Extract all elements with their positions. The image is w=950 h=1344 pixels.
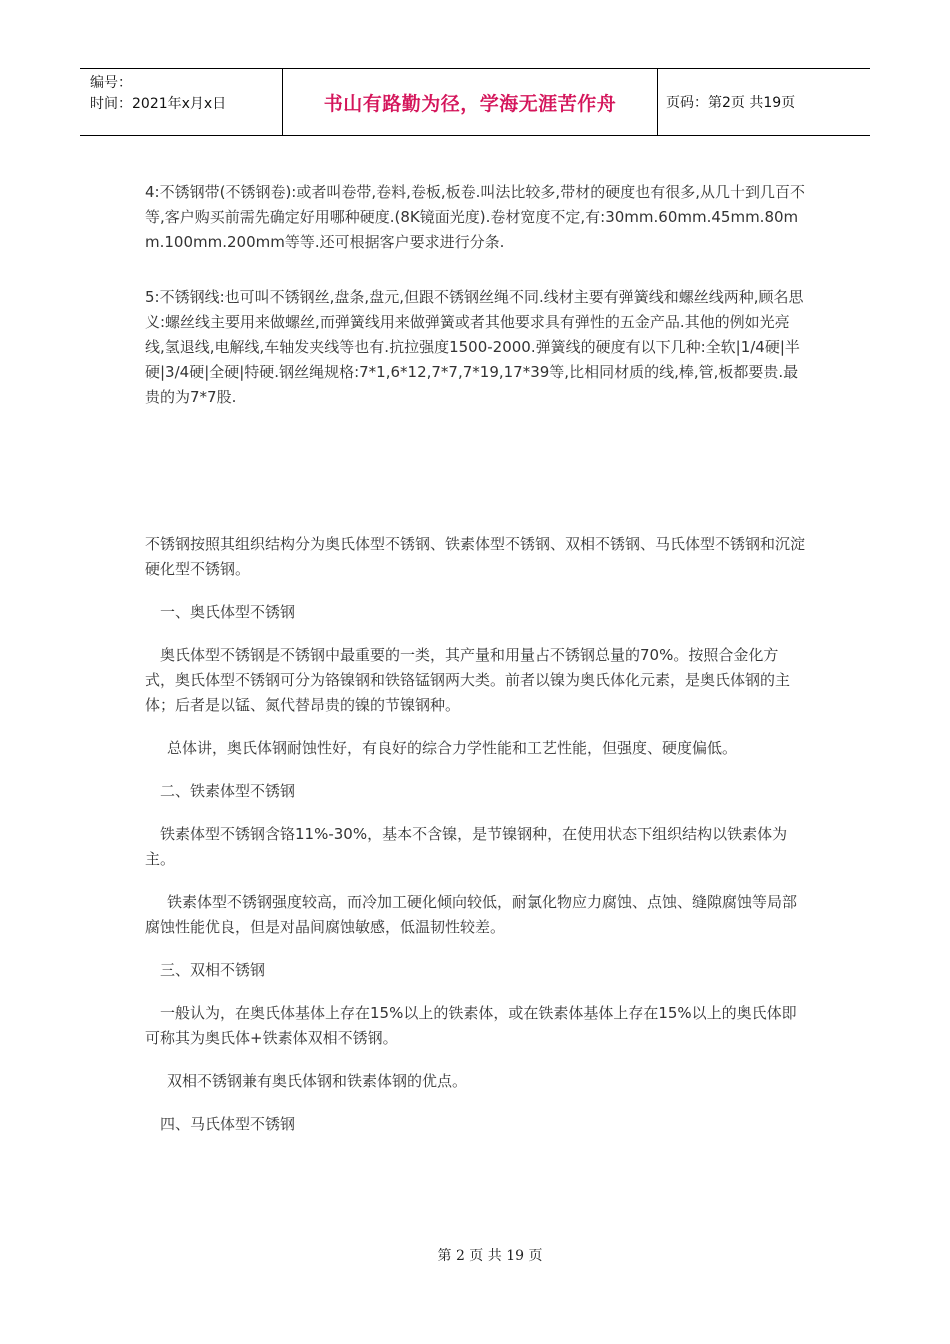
document-body <box>145 180 807 1137</box>
paragraph-ferritic-1: 铁素体型不锈钢含铬11%-30%，基本不含镍，是节镍钢种，在使用状态下组织结构以铁素体为主。 <box>145 825 788 868</box>
page-footer: 第 2 页 共 19 页 <box>437 1248 543 1264</box>
time-label: 时间：2021年x月x日 <box>90 96 227 112</box>
paragraph-austenitic-1: 奥氏体型不锈钢是不锈钢中最重要的一类，其产量和用量占不锈钢总量的70%。按照合金化方式，奥氏体型不锈钢可分为铬镍钢和铁铬锰钢两大类。前者以镍为奥氏体化元素，是奥氏体钢的主体；后者是以锰、氮代替昂贵的镍的节镍钢种。 <box>145 646 791 714</box>
section-heading-austenitic: 一、奥氏体型不锈钢 <box>160 603 296 621</box>
paragraph-ferritic-2: 铁素体型不锈钢强度较高，而冷加工硬化倾向较低，耐氯化物应力腐蚀、点蚀、缝隙腐蚀等局部腐蚀性能优良，但是对晶间腐蚀敏感，低温韧性较差。 <box>145 893 798 936</box>
header-meta <box>80 69 282 135</box>
paragraph-austenitic-2: 总体讲，奥氏体钢耐蚀性好，有良好的综合力学性能和工艺性能，但强度、硬度偏低。 <box>167 739 738 757</box>
paragraph-steel-strip: 4:不锈钢带(不锈钢卷):或者叫卷带,卷料,卷板,板卷.叫法比较多,带材的硬度也有很多,从几十到几百不等,客户购买前需先确定好用哪种硬度.(8K镜面光度).卷材宽度不定,有:30mm.60mm.45mm.80mm.100mm.200mm等等.还可根据客户要求进行分条. <box>145 183 805 251</box>
paragraph-steel-wire: 5:不锈钢线:也可叫不锈钢丝,盘条,盘元,但跟不锈钢丝绳不同.线材主要有弹簧线和螺丝线两种,顾名思义:螺丝线主要用来做螺丝,而弹簧线用来做弹簧或者其他要求具有弹性的五金产品.其他的例如光亮线,氢退线,电解线,车轴发夹线等也有.抗拉强度1500-2000.弹簧线的硬度有以下几种:全软|1/4硬|半硬|3/4硬|全硬|特硬.钢丝绳规格:7*1,6*12,7*7,7*19,17*39等,比相同材质的线,棒,管,板都要贵.最贵的为7*7股. <box>145 288 804 406</box>
section-heading-duplex: 三、双相不锈钢 <box>160 961 266 979</box>
section-heading-martensitic: 四、马氏体型不锈钢 <box>160 1115 296 1133</box>
section-heading-ferritic: 二、铁素体型不锈钢 <box>160 782 296 800</box>
paragraph-duplex-1: 一般认为，在奥氏体基体上存在15%以上的铁素体，或在铁素体基体上存在15%以上的奥氏体即可称其为奥氏体+铁素体双相不锈钢。 <box>145 1004 797 1047</box>
number-label: 编号： <box>90 75 132 91</box>
header-motto: 书山有路勤为径，学海无涯苦作舟 <box>282 69 658 135</box>
header-page-info: 页码：第2页 共19页 <box>666 95 796 111</box>
paragraph-duplex-2: 双相不锈钢兼有奥氏体钢和铁素体钢的优点。 <box>167 1072 468 1090</box>
paragraph-classification-intro: 不锈钢按照其组织结构分为奥氏体型不锈钢、铁素体型不锈钢、双相不锈钢、马氏体型不锈钢和沉淀硬化型不锈钢。 <box>145 535 806 578</box>
page-header <box>80 68 870 136</box>
